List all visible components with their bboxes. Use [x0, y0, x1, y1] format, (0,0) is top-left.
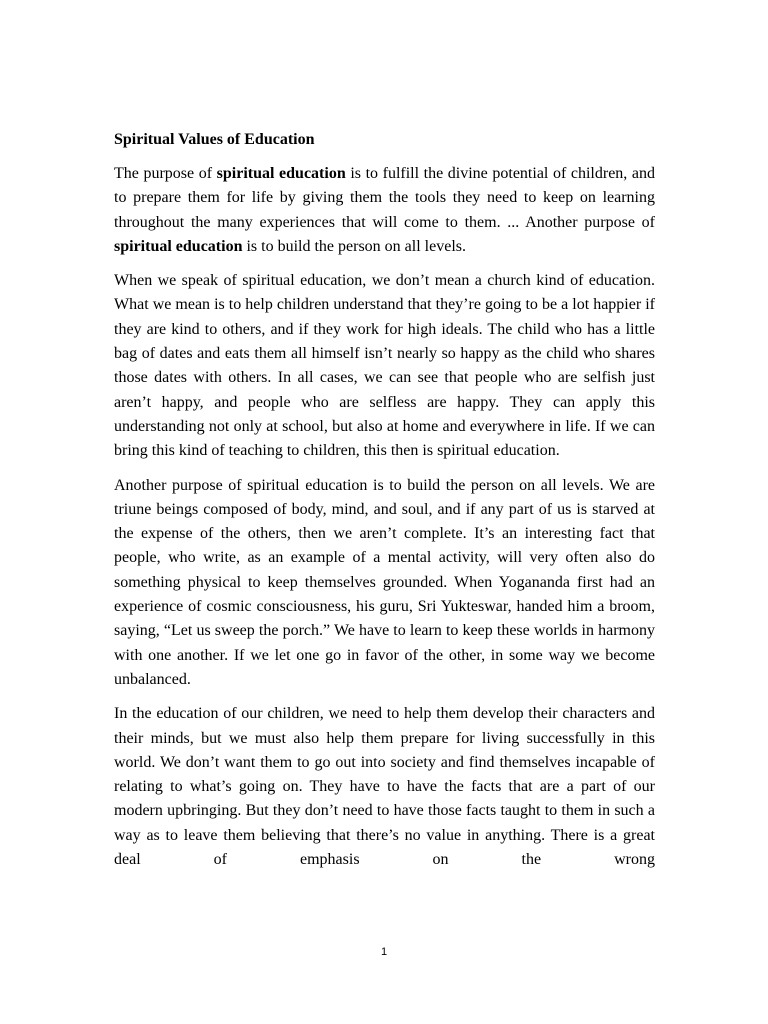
paragraph-text: is to fulfill the divine potential of children, and to prepare them for life by giving them the tools they need to keep on learning throughout the many experiences that will come to them. ... Another purpose of: [114, 165, 656, 231]
page-number: 1: [380, 946, 388, 958]
paragraph-text: The purpose of: [114, 165, 217, 182]
document-page: [114, 128, 655, 882]
document-title: Spiritual Values of Education: [114, 131, 315, 148]
paragraph-text: is to build the person on all levels.: [242, 237, 466, 255]
bold-term: spiritual education: [216, 165, 346, 182]
paragraph-purpose: [114, 162, 655, 259]
paragraph-church-kind: When we speak of spiritual education, we don’t mean a church kind of education. What we mean is to help children understand that they’re going to be a lot happier if they are kind to others, and if they work for high ideals. The child who has a little bag of dates and eats them all himself isn’t nearly so happy as the child who shares those dates with others. In all cases, we can see that people who are selfish just aren’t happy, and people who are selfless are happy. They can apply this understanding not only at school, but also at home and everywhere in life. If we can bring this kind of teaching to children, this then is spiritual education.: [114, 272, 655, 460]
paragraph-children-education: In the education of our children, we need to help them develop their characters and their minds, but we must also help them prepare for living successfully in this world. We don’t want them to go out into society and find themselves incapable of relating to what’s going on. They have to have the facts that are a part of our modern upbringing. But they don’t need to have those facts taught to them in such a way as to leave them believing that there’s no value in anything. There is a great deal of emphasis on the wrong: [114, 705, 655, 869]
bold-term: spiritual education: [114, 237, 243, 255]
paragraph-all-levels: Another purpose of spiritual education is to build the person on all levels. We are triune beings composed of body, mind, and soul, and if any part of us is starved at the expense of the others, then we aren’t complete. It’s an interesting fact that people, who write, as an example of a mental activity, will very often also do something physical to keep themselves grounded. When Yogananda first had an experience of cosmic consciousness, his guru, Sri Yukteswar, handed him a broom, saying, “Let us sweep the porch.” We have to learn to keep these worlds in harmony with one another. If we let one go in favor of the other, in some way we become unbalanced.: [114, 476, 655, 688]
